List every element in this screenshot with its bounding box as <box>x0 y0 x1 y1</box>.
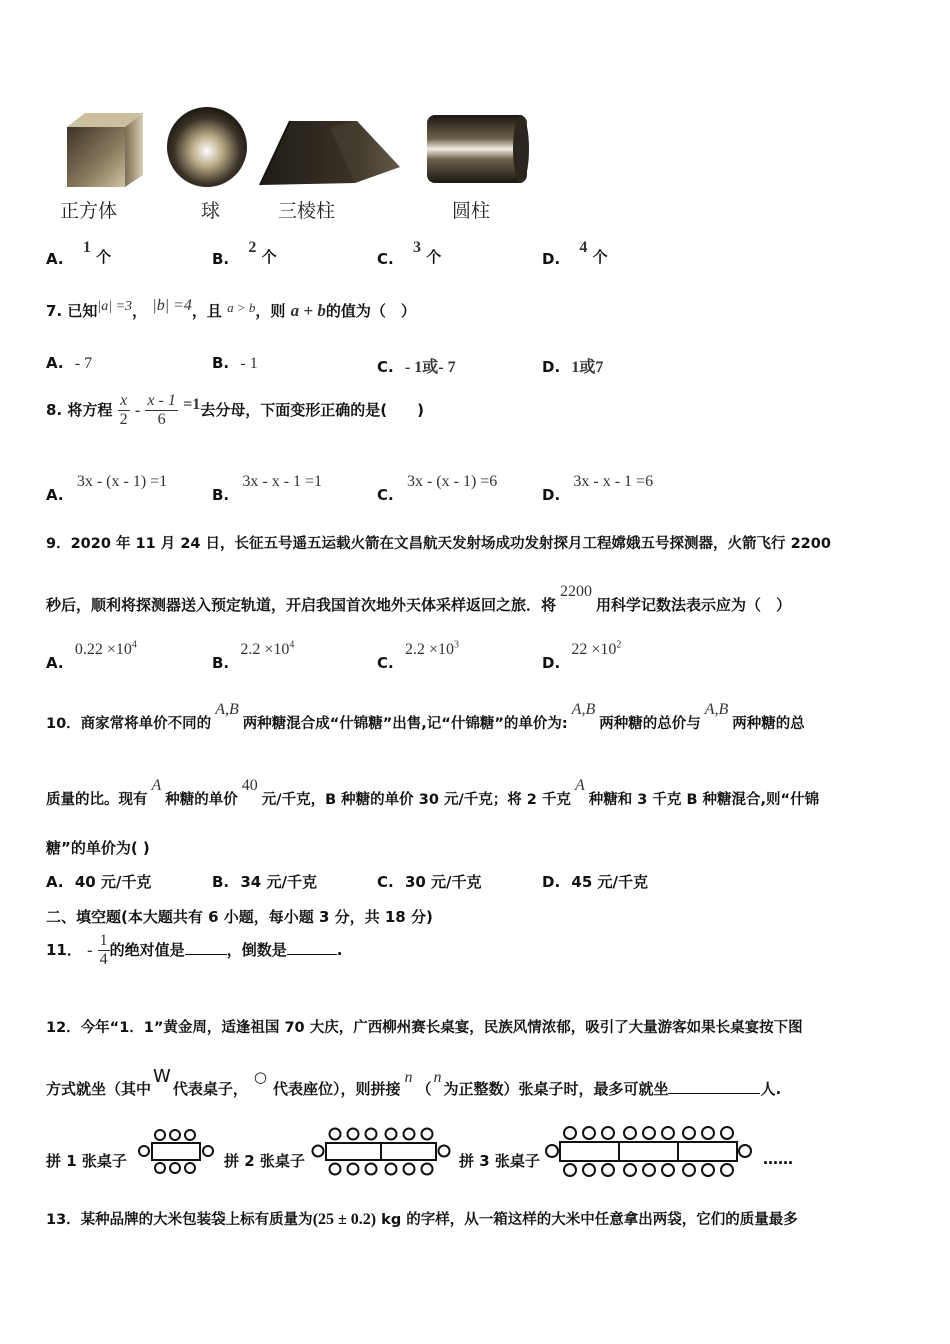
question-text: kg 的字样，从一箱这样的大米中任意拿出两袋，它们的质量最多 <box>376 1212 798 1228</box>
variable: n <box>433 1069 442 1086</box>
question-11 <box>46 932 342 969</box>
arrangement-1-table <box>139 1130 213 1173</box>
option-unit: 个 <box>96 248 112 266</box>
question-text: 为正整数）张桌子时，最多可就坐 <box>443 1080 669 1098</box>
option-unit: 个 <box>261 248 277 266</box>
option-text: $2.2 \times 10^3$ <box>404 640 459 659</box>
question-text: 10．商家常将单价不同的 <box>46 716 212 732</box>
question-text: 用科学记数法表示应为（ ） <box>596 596 792 614</box>
prism-figure <box>260 121 400 185</box>
q10-option-c[interactable] <box>377 871 482 892</box>
option-text: $22 \times 10^2$ <box>571 640 622 659</box>
table-figure-label-2: 拼 2 张桌子 <box>224 1152 305 1170</box>
option-text: 34 元/千克 <box>240 873 317 891</box>
question-text: 秒后，顺利将探测器送入预定轨道，开启我国首次地外天体采样返回之旅．将 <box>46 596 557 614</box>
option-unit: 个 <box>592 248 608 266</box>
question-9-line-2 <box>46 580 792 614</box>
option-letter: D. <box>542 250 561 268</box>
option-letter: D. <box>542 486 561 504</box>
table-figure-label-3: 拼 3 张桌子 <box>459 1152 540 1170</box>
option-text: 45 元/千克 <box>571 873 648 891</box>
variable: A,B <box>571 701 596 718</box>
option-letter: D. <box>542 654 561 673</box>
question-text: 13．某种品牌的大米包装袋上标有质量为 <box>46 1212 313 1228</box>
question-10-line-1 <box>46 698 805 732</box>
number-value: 2200 <box>560 583 593 600</box>
option-letter: A. <box>46 250 64 268</box>
option-text: - 1或- 7 <box>404 359 456 376</box>
option-text: $2.2 \times 10^4$ <box>240 640 295 659</box>
option-letter: C. <box>377 486 394 504</box>
q9-option-b[interactable] <box>212 640 295 673</box>
section-heading: 二、填空题(本大题共有 6 小题，每小题 3 分，共 18 分) <box>46 908 433 926</box>
option-number: 3 <box>412 239 421 256</box>
q9-option-d[interactable] <box>542 640 622 673</box>
option-text: - 7 <box>74 355 93 372</box>
option-letter: A. <box>46 354 64 372</box>
math-expression: |a| =3 <box>97 299 133 314</box>
q7-option-b[interactable] <box>212 354 258 373</box>
option-unit: 个 <box>426 248 442 266</box>
question-10-line-3: 糖”的单价为( ) <box>46 839 150 857</box>
question-8 <box>46 392 424 429</box>
option-letter: C. <box>377 654 394 673</box>
question-text: 方式就坐（其中 <box>46 1080 152 1098</box>
q8-option-b[interactable] <box>212 472 323 504</box>
sphere-figure <box>167 107 247 187</box>
question-text: 已知 <box>67 302 98 320</box>
question-9-line-1: 9．2020 年 11 月 24 日，长征五号遥五运载火箭在文昌航天发射场成功发射探月工程嫦娥五号探测器，火箭飞行 2200 <box>46 536 831 552</box>
question-text: ，且 <box>191 302 222 320</box>
question-number: 11． <box>46 941 82 959</box>
option-text: 40 元/千克 <box>74 873 152 891</box>
option-text: 3x - (x - 1) =1 <box>76 473 168 490</box>
answer-blank-seats[interactable] <box>668 1079 760 1094</box>
variable: A,B <box>704 701 729 718</box>
figure-label-cylinder: 圆柱 <box>452 200 491 222</box>
math-expression: a > b <box>227 300 256 315</box>
question-12-line-2 <box>46 1066 782 1098</box>
option-number: 1 <box>82 239 91 256</box>
option-text: 1或7 <box>571 359 604 376</box>
question-text: . <box>336 941 343 959</box>
option-text: 3x - x - 1 =6 <box>573 473 654 490</box>
answer-blank-absolute[interactable] <box>185 940 227 955</box>
q7-option-d[interactable] <box>542 354 603 377</box>
fraction: $\frac{x - 1}{6}$ <box>147 392 176 428</box>
number-value: 40 <box>241 777 258 794</box>
question-text: （ <box>416 1080 432 1098</box>
question-10-line-2 <box>46 774 820 808</box>
figure-label-sphere: 球 <box>201 200 221 222</box>
question-text: 质量的比。现有 <box>46 792 148 808</box>
minus-sign: - <box>87 942 93 959</box>
long-table-diagram <box>0 1124 950 1179</box>
question-text: 的绝对值是 <box>109 941 185 959</box>
arrangement-3-tables <box>546 1127 751 1176</box>
q9-option-a[interactable] <box>46 640 137 673</box>
question-text: 种糖的单价 <box>165 792 238 808</box>
question-13 <box>46 1208 798 1229</box>
q8-option-c[interactable] <box>377 472 498 504</box>
option-letter: B. <box>212 654 230 673</box>
question-text: 两种糖的总 <box>732 716 805 732</box>
figure-label-cube: 正方体 <box>60 200 118 222</box>
question-text: 种糖和 3 千克 B 种糖混合,则“什锦 <box>588 792 820 808</box>
option-letter: D. <box>542 358 561 376</box>
question-number: 7. <box>46 302 63 320</box>
option-letter: A. <box>46 654 64 673</box>
equals-one: =1 <box>183 396 201 413</box>
question-text: 元/千克，B 种糖的单价 30 元/千克；将 2 千克 <box>261 792 571 808</box>
math-expression: a + b <box>290 301 326 320</box>
option-text: 30 元/千克 <box>404 873 482 891</box>
option-text: - 1 <box>240 355 258 372</box>
q7-option-c[interactable] <box>377 354 456 377</box>
math-expression: (25 ± 0.2) <box>312 1211 377 1228</box>
arrangement-2-tables <box>313 1129 450 1175</box>
table-figure-label-1: 拼 1 张桌子 <box>46 1152 127 1170</box>
option-text: $0.22 \times 10^4$ <box>74 640 137 659</box>
q6-option-a[interactable] <box>46 236 112 268</box>
option-number: 4 <box>579 239 588 256</box>
variable: n <box>404 1069 413 1086</box>
q6-option-d[interactable] <box>542 236 608 268</box>
question-text: 两种糖混合成“什锦糖”出售,记“什锦糖”的单价为: <box>242 716 568 732</box>
fraction: $\frac{x}{2}$ <box>119 392 128 428</box>
option-letter: A. <box>46 873 64 891</box>
question-text: 的值为（ ） <box>325 302 416 320</box>
q9-option-c[interactable] <box>377 640 459 673</box>
question-text: 人. <box>760 1080 782 1098</box>
variable: A <box>574 777 585 794</box>
q8-option-d[interactable] <box>542 472 654 504</box>
cube-figure <box>67 113 143 187</box>
q10-option-b[interactable] <box>212 871 317 892</box>
cylinder-figure <box>427 115 529 183</box>
question-12-line-1: 12．今年“1．1”黄金周，适逢祖国 70 大庆，广西柳州赛长桌宴，民族风情浓郁，吸引了大量游客如果长桌宴按下图 <box>46 1020 803 1036</box>
q6-option-b[interactable] <box>212 236 277 268</box>
question-text: 两种糖的总价与 <box>599 716 701 732</box>
option-letter: D. <box>542 873 561 891</box>
option-letter: C. <box>377 358 394 376</box>
question-7 <box>46 297 416 321</box>
option-letter: A. <box>46 486 64 504</box>
seat-symbol: ○ <box>253 1068 267 1086</box>
fraction: $\frac{1}{4}$ <box>99 932 108 968</box>
question-text: 代表桌子， <box>172 1080 248 1098</box>
answer-blank-reciprocal[interactable] <box>287 940 337 955</box>
question-number: 8. <box>46 401 63 419</box>
option-letter: B. <box>212 354 230 372</box>
option-text: 3x - (x - 1) =6 <box>406 473 498 490</box>
option-letter: B. <box>212 486 230 504</box>
question-text: 代表座位），则拼接 <box>272 1080 401 1098</box>
option-text: 3x - x - 1 =1 <box>242 473 323 490</box>
question-text: ，倒数是 <box>226 941 287 959</box>
q8-option-a[interactable] <box>46 472 168 504</box>
question-text: 将方程 <box>67 401 113 419</box>
solid-figures <box>55 105 555 200</box>
q6-option-c[interactable] <box>377 236 442 268</box>
option-letter: B. <box>212 873 230 891</box>
question-text: ， <box>132 302 148 320</box>
question-text: 去分母，下面变形正确的是( ) <box>200 401 424 419</box>
minus-sign: - <box>134 402 141 419</box>
q10-option-a[interactable] <box>46 871 151 892</box>
option-number: 2 <box>248 239 257 256</box>
variable: A <box>151 777 162 794</box>
math-expression: |b| =4 <box>152 297 192 314</box>
q7-option-a[interactable] <box>46 354 92 373</box>
q10-option-d[interactable] <box>542 871 648 892</box>
figure-label-prism: 三棱柱 <box>278 200 336 222</box>
question-text: ，则 <box>255 302 286 320</box>
option-letter: B. <box>212 250 230 268</box>
ellipsis: …… <box>763 1150 793 1168</box>
variable: A,B <box>215 701 239 718</box>
table-symbol: W <box>153 1066 171 1087</box>
option-letter: C. <box>377 873 394 891</box>
option-letter: C. <box>377 250 394 268</box>
